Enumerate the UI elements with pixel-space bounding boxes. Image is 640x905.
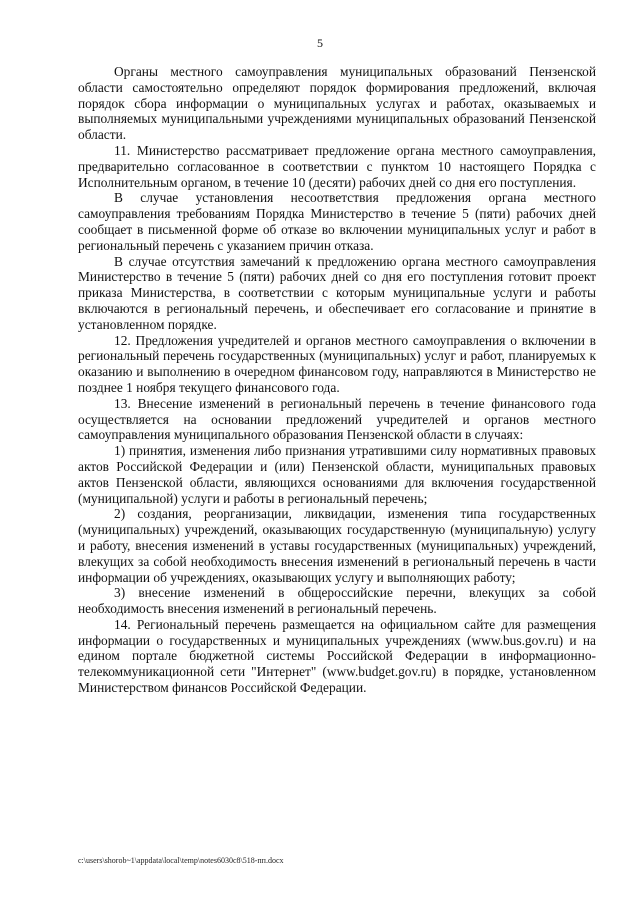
paragraph-item-14: 14. Региональный перечень размещается на официальном сайте для размещения информации о государственных и муниципальных учреждениях (www.bus.gov.ru) и на едином портале бюджетной системы Российской Федерации в информационно-телекоммуникационной сети "Интернет" (www.budget.gov.ru) в порядке, установленном Министерством финансов Российской Федерации. — [78, 616, 596, 696]
document-body — [78, 64, 596, 696]
paragraph-item-11-approval: В случае отсутствия замечаний к предложению органа местного самоуправления Министерство в течение 5 (пяти) рабочих дней со дня его поступления готовит проект приказа Министерства, в соответствии с которым муниципальные услуги и работы включаются в региональный перечень, и обеспечивает его согласование и принятие в установленном порядке. — [78, 253, 596, 332]
paragraph-item-13: 13. Внесение изменений в региональный перечень в течение финансового года осуществляется на основании предложений учредителей и органов местного самоуправления муниципального образования Пензенской области в случаях: — [78, 395, 596, 443]
paragraph-item-11: 11. Министерство рассматривает предложение органа местного самоуправления, предварительно согласованное в соответствии с пунктом 10 настоящего Порядка с Исполнительным органом, в течение 10 (десяти) рабочих дней со дня его поступления. — [78, 142, 596, 190]
paragraph-item-13-case-3: 3) внесение изменений в общероссийские перечни, влекущих за собой необходимость внесения изменений в региональный перечень. — [78, 585, 596, 617]
paragraph-item-13-case-1: 1) принятия, изменения либо признания утратившими силу нормативных правовых актов Российской Федерации и (или) Пензенской области, муниципальных правовых актов Пензенской области, являющихся основаниями для включения государственной (муниципальной) услуги и работы в региональный перечень; — [78, 443, 596, 506]
paragraph-item-12: 12. Предложения учредителей и органов местного самоуправления о включении в региональный перечень государственных (муниципальных) услуг и работ, планируемых к оказанию и выполнению в очередном финансовом году, направляются в Министерство не позднее 1 ноября текущего финансового года. — [78, 332, 596, 395]
paragraph-municipal-bodies: Органы местного самоуправления муниципальных образований Пензенской области самостоятельно определяют порядок формирования предложений, включая порядок сбора информации о муниципальных услугах и работах, оказываемых и выполняемых муниципальными учреждениями муниципальных образований Пензенской области. — [78, 64, 596, 143]
page-number: 5 — [317, 36, 323, 50]
footer-file-path: c:\users\shorob~1\appdata\local\temp\notes6030c8\518-пп.docx — [78, 856, 284, 865]
paragraph-item-11-refusal: В случае установления несоответствия предложения органа местного самоуправления требованиям Порядка Министерство в течение 5 (пяти) рабочих дней сообщает в письменной форме об отказе во включении муниципальных услуг и работ в региональный перечень с указанием причин отказа. — [78, 190, 596, 253]
paragraph-item-13-case-2: 2) создания, реорганизации, ликвидации, изменения типа государственных (муниципальных) учреждений, оказывающих государственную (муниципальную) услугу и работу, внесения изменений в уставы государственных (муниципальных) учреждений, влекущих за собой необходимость внесения изменений в региональный перечень в части информации об учреждениях, оказывающих услугу и выполняющих работу; — [78, 506, 596, 585]
